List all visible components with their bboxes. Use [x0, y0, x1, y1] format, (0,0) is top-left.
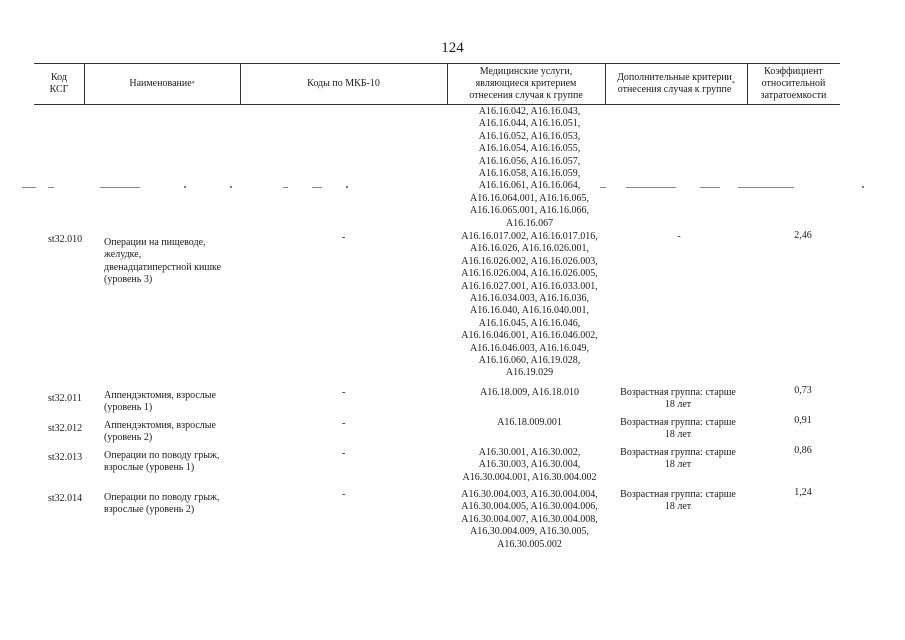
row-coef: 2,46	[794, 230, 812, 241]
header-criteria-text: Дополнительные критерии отнесения случая к группе	[617, 71, 732, 95]
scan-artifact	[184, 186, 186, 188]
scan-artifact	[312, 187, 322, 188]
header-services-text: Медицинские услуги, являющиеся критерием отнесения случая к группе	[469, 65, 583, 101]
row-services: A16.18.009, A16.18.010	[480, 387, 579, 398]
header-services	[447, 63, 605, 104]
header-mkb	[240, 63, 447, 104]
row-criteria: Возрастная группа: старше 18 лет	[620, 447, 736, 471]
footnote-mark: *	[191, 80, 195, 87]
scan-artifact	[48, 187, 54, 188]
row-mkb: -	[342, 387, 346, 398]
row-criteria: -	[677, 231, 681, 242]
row-criteria: Возрастная группа: старше 18 лет	[620, 387, 736, 411]
header-coef	[747, 63, 840, 104]
header-code	[34, 63, 84, 104]
row-mkb: -	[342, 418, 346, 429]
row-name: Аппендэктомия, взрослые (уровень 1)	[104, 390, 216, 414]
row-criteria: Возрастная группа: старше 18 лет	[620, 489, 736, 513]
header-code-text: Код КСГ	[49, 71, 69, 95]
row-code: st32.013	[48, 452, 83, 463]
header-mkb-text: Коды по МКБ-10	[307, 77, 380, 89]
row-name: Операции по поводу грыж, взрослые (уровень 1)	[104, 450, 220, 474]
row-code: st32.012	[48, 423, 83, 434]
row-coef: 0,73	[794, 385, 812, 396]
row-coef: 0,91	[794, 415, 812, 426]
page-number: 124	[441, 40, 464, 56]
row-coef: 1,24	[794, 487, 812, 498]
scan-artifact	[22, 187, 36, 188]
scan-artifact	[100, 187, 140, 188]
row-coef: 0,86	[794, 445, 812, 456]
row-services: A16.30.001, A16.30.002, A16.30.003, A16.30.004, A16.30.004.001, A16.30.004.002	[462, 447, 597, 483]
row-criteria: Возрастная группа: старше 18 лет	[620, 417, 736, 441]
row-services: A16.18.009.001	[497, 417, 562, 428]
scan-artifact	[626, 187, 676, 188]
continuation-services: A16.16.042, A16.16.043, A16.16.044, A16.16.051, A16.16.052, A16.16.053, A16.16.054, A16.16.055, A16.16.056, A16.16.057, A16.16.058, A16.16.059, A16.16.061, A16.16.064, A16.16.064.001, A16.16.065, A16.16.065.001, A16.16.066, A16.16.067	[470, 106, 589, 229]
footnote-mark: *	[731, 80, 735, 87]
row-services: A16.16.017.002, A16.16.017.016, A16.16.026, A16.16.026.001, A16.16.026.002, A16.16.026.003, A16.16.026.004, A16.16.026.005, A16.16.027.001, A16.16.033.001, A16.16.034.003, A16.16.036, A16.16.040, A16.16.040.001, A16.16.045, A16.16.046, A16.16.046.001, A16.16.046.002, A16.16.046.003, A16.16.049, A16.16.060, A16.19.028, A16.19.029	[461, 231, 598, 379]
row-name: Аппендэктомия, взрослые (уровень 2)	[104, 420, 216, 444]
scan-artifact	[862, 186, 864, 188]
row-mkb: -	[342, 232, 346, 243]
row-mkb: -	[342, 489, 346, 500]
scan-artifact	[600, 187, 606, 188]
scan-artifact	[346, 186, 348, 188]
header-bottom-rule	[34, 104, 840, 105]
row-name: Операции по поводу грыж, взрослые (уровень 2)	[104, 492, 220, 516]
header-name	[84, 63, 240, 104]
row-mkb: -	[342, 448, 346, 459]
scan-artifact	[230, 186, 232, 188]
scan-artifact	[700, 187, 720, 188]
row-code: st32.014	[48, 493, 83, 504]
row-code: st32.011	[48, 393, 82, 404]
scan-artifact	[738, 187, 794, 188]
row-name: Операции на пищеводе, желудке, двенадцатиперстной кишке (уровень 3)	[104, 237, 222, 286]
row-services: A16.30.004.003, A16.30.004.004, A16.30.004.005, A16.30.004.006, A16.30.004.007, A16.30.004.008, A16.30.004.009, A16.30.005, A16.30.005.002	[461, 489, 598, 550]
header-criteria	[605, 63, 747, 104]
header-name-text: Наименование	[129, 77, 192, 89]
row-code: st32.010	[48, 234, 83, 245]
header-coef-text: Коэффициент относительной затратоемкости	[760, 65, 827, 101]
scan-artifact	[283, 187, 288, 188]
